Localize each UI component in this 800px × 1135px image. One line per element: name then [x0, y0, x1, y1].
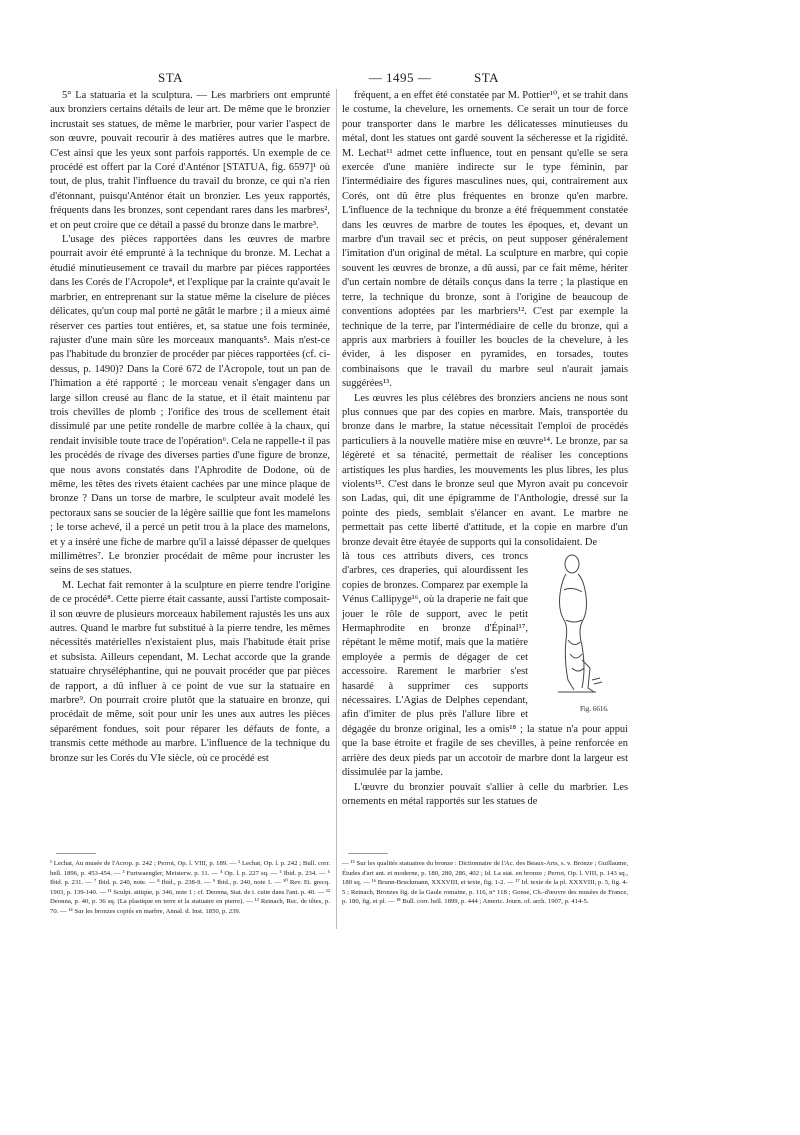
footnotes-left: ¹ Lechat, Au musée de l'Acrop. p. 242 ; Perrot, Op. l. VIII, p. 189. — ² Lechat, Op. l. p. 242 ; Bull. corr. hell. 1896, p. 453-454. — ³ Furtwaengler, Meisterw. p. 11. — ⁴ Op. l. p. 227 sq. — ⁵ Ibid. p. 234. — ⁶ Ibid. p. 231. — ⁷ Ibid. p. 240, note. — ⁸ Ibid., p. 238-9. — ⁹ Ibid., p. 240, note 1. — ¹⁰ Rev. Et. grecq. 1903, p. 139-140. — ¹¹ Sculpt. attique, p. 346, note 1 ; cf. Deonna, Stat. de t. cuite dans l'ant. p. 40. — ¹² Deonna, p. 40, p. 36 sq. (La plastique en terre et la statuaire en pierre). — ¹³ Reinach, Rec. de têtes, p. 70. — ¹⁴ Sur les bronzes copiés en marbre, Annal. d. Inst. 1850, p. 239. [50, 860, 330, 915]
footnote-rule [56, 853, 96, 854]
running-head-right: STA [474, 70, 500, 85]
paragraph: 5° La statuaria et la sculptura. — Les marbriers ont emprunté aux bronziers certains détails de leur art. De même que le bronzier incrustait ses statues, de même le marbrier, pour varier l'aspect de son œuvre, pouvait recourir à des matières autres que le marbre. C'est ainsi que les yeux sont parfois rapportés. Un exemple de ce procédé est offert par la Coré d'Anténor [STATUA, fig. 6597]¹ où tout, de plus, trahit l'influence du travail du bronze, ce qui n'a rien d'étonnant, puisqu'Anténor était un bronzier. Les yeux rapportés, fréquents dans les bronzes, sont cependant rares dans les marbres², et on peut croire que ce détail a passé du bronze dans le marbre³. [50, 90, 330, 231]
page-number: — 1495 — [368, 70, 432, 85]
footnote-rule [348, 853, 388, 854]
right-column [342, 89, 628, 809]
running-head-left: STA [158, 70, 184, 85]
statue-figure [536, 550, 628, 713]
paragraph: fréquent, a en effet été constatée par M. Pottier¹⁰, et se trahit dans le costume, la chevelure, les ornements. Ce serait un tour de force pour transporter dans le marbre les délicatesses minutieuses du métal, dont les statues ont gardé souvent la sécheresse et la rigidité. M. Lechat¹¹ admet cette influence, tout en pensant qu'elle se sera exercée d'une manière indirecte sur le type féminin, par l'intermédiaire des figures masculines nues, qui, contrairement aux Corés, ont dû être plus fréquentes en bronze qu'en marbre. L'influence de la technique du bronze a été fréquemment constatée dans les œuvres de marbre de toutes les époques, et, devant un marbre d'un travail sec et précis, on peut supposer généralement l'imitation d'un original de métal. La sculpture en marbre, qui copie souvent les œuvres de bronze, a dû aussi, par ce fait même, hériter d'un certain nombre de détails conçus dans la terre ; la plastique en terre, la technique du bronze, sont à l'origine de beaucoup de conventions adoptées par les marbriers¹². C'est par exemple la technique de la terre, par l'intermédiaire de celle du bronze, qui a appris aux marbriers à fouiller les boucles de la chevelure, à les évider, à les disposer en pyramides, en torsades, toutes combinaisons que le travail du marbre seul n'aurait jamais suggérées¹³. [342, 90, 628, 390]
figure-caption: Fig. 6616. [580, 705, 609, 713]
left-column [50, 89, 330, 766]
column-divider [336, 89, 337, 929]
paragraph: Les œuvres les plus célèbres des bronziers anciens ne nous sont plus connues que par des copies en marbre. Mais, transportée du bronze dans le marbre, la statue nécessitait l'emploi de procédés particuliers à la nouvelle matière mise en œuvre¹⁴. Le bronze, par sa légèreté et sa ténacité, permettait de réaliser les conceptions artistiques les plus hardies, les mouvements les plus libres, les plus violents¹⁵. C'est dans le bronze seul que Myron avait pu concevoir son Ladas, qui, dit une épigramme de l'Anthologie, dressé sur la pointe des pieds, semblait s'élancer en avant. Le marbre ne permettait pas cette liberté d'attitude, et la copie en marbre d'un bronze devait être étayée de supports qui la consolidaient. De [342, 392, 628, 548]
paragraph: M. Lechat fait remonter à la sculpture en pierre tendre l'origine de ce procédé⁸. Cette pierre était cassante, aussi l'artiste composait-il son œuvre de plusieurs morceaux habilement rajustés les uns aux autres. Quand le marbre fut substitué à la pierre tendre, les mêmes nécessités matérielles n'existaient plus, mais l'habitude était prise et subsista. Ailleurs cependant, M. Lechat accorde que la grande statuaire chryséléphantine, qui ne pouvait procéder que par pièces de rapport, a dû influer à ce point de vue sur la statuaire en marbre⁹. On pourrait croire plutôt que la statuaire en bronze, qui procédait de même, soit pour unir les unes aux autres les pièces séparément fondues, soit pour réparer les défauts de fonte, a transmis cette méthode au marbre. L'influence de la technique du bronze sur les Corés du VIe siècle, où ce procédé est [50, 579, 330, 764]
statue-illustration [544, 550, 606, 700]
paragraph: L'usage des pièces rapportées dans les œuvres de marbre pourrait avoir été emprunté à la technique du bronze. M. Lechat a étudié minutieusement ce travail du marbre par pièces rapportées dans les Corés de l'Acropole⁴, et l'explique par la crainte qu'avait le marbrier, en entreprenant sur la statue même la ciselure de pièces délicates, qu'un coup mal porté ne gâtât le marbre ; il a mieux aimé réserver ces parties tout entières, et, sa statue une fois terminée, rajuster d'une main sûre les morceaux manquants⁵. Mais n'est-ce pas l'habitude du bronzier de procéder par pièces rapportées (cf. ci-dessus, p. 1490)? Dans la Coré 672 de l'Acropole, tout un pan de l'himation a été rapporté ; le morceau venait s'engager dans un large sillon creusé au flanc de la statue, et il était maintenu par trois chevilles de plomb ; l'orifice des trous de scellement était dissimulé par une petite rondelle de marbre collée à la chaux, qui rendait invisible toute trace de l'opération⁶. Cela ne rappelle-t il pas les procédés de rivage des diverses parties d'une figure de bronze, que nous avons constatés dans l'Aphrodite de Dodone, où de même, les têtes des rivets étaient cachées par une mince plaque de bronze ? Dans un torse de marbre, le sculpteur avait modelé les pectoraux sans se soucier de la légère saillie que font les mamelons ; le torse achevé, il a percé un petit trou à la place des mamelons, et y a inséré une fiche de marbre qu'il a laissé dépasser de quelques millimètres⁷. Le bronzier procédait de même pour incruster les seins de ses statues. [50, 234, 330, 577]
paragraph: là tous ces attributs divers, ces troncs d'arbres, ces draperies, qui alourdissent les copies de bronzes. Comparez par exemple la Vénus Callipyge¹⁶, où la draperie ne fait que jouer le rôle de support, avec le petit Hermaphrodite en bronze d'Épinal¹⁷, répétant le même motif, mais que la matière employée a permis de dégager de cet accessoire. Rarement le marbrier s'est hasardé à supprimer ces supports nécessaires. L'Agias de Delphes cependant, afin d'imiter de plus près l'allure libre et dégagée du bronze original, les a omis¹⁸ ; la statue n'a pour appui que la base étroite et fragile de ses chevilles, à peine renforcée en arrière des deux pieds par un accotoir de marbre dont la largeur est dissimulée par la jambe. [342, 551, 628, 779]
paragraph: L'œuvre du bronzier pouvait s'allier à celle du marbrier. Les ornements en métal rapportés sur les statues de [342, 781, 628, 807]
footnotes-right: — ¹⁵ Sur les qualités statuaires du bronze : Dictionnaire de l'Ac. des Beaux-Arts, s. v. Bronze ; Guillaume, Études d'art ant. et moderne, p. 180, 280, 286, 402 ; Id. La stat. en bronze ; Perrot, Op. l. VIII, p. 143 sq., 180 sq. — ¹⁶ Brunn-Bruckmann, XXXVIII, et texte, fig. 1-2. — ¹⁷ Id. texte de la pl. XXXVIII, p. 5, fig. 4-5 ; Reinach, Bronzes fig. de la Gaule romaine, p. 116, n° 118 ; Gonse, Ch.-d'œuvre des musées de France, p. 180, fig. et pl. — ¹⁸ Bull. corr. hell. 1899, p. 444 ; Americ. Journ. of. arch. 1907, p. 414-5. [342, 860, 628, 905]
